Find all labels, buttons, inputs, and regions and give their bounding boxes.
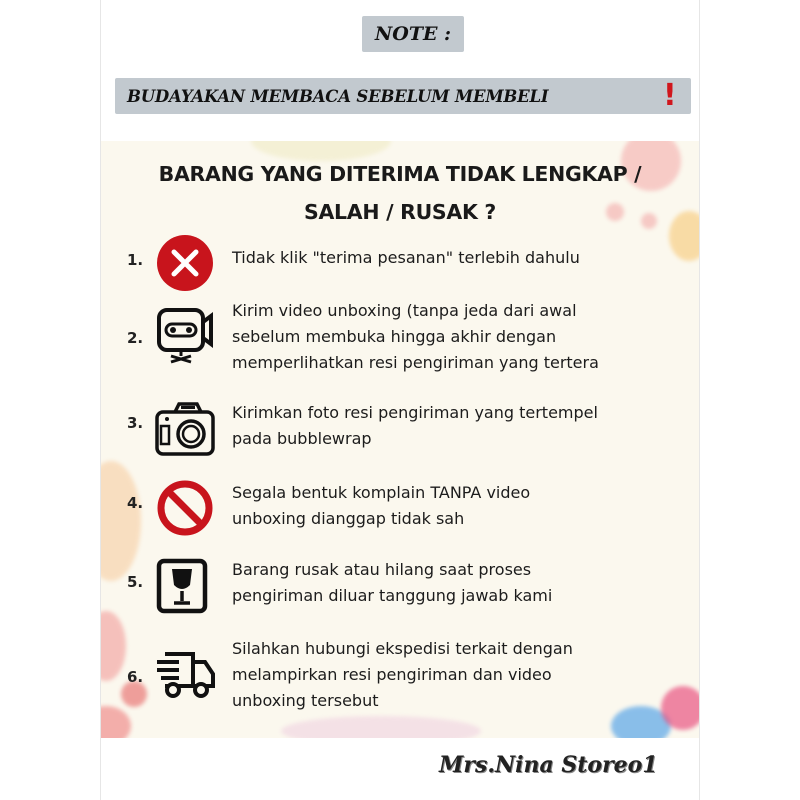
note-label-text: NOTE :: [374, 23, 452, 45]
video-camera-icon: [153, 304, 217, 368]
prohibited-icon: [153, 476, 217, 540]
item-text-line: pengiriman diluar tanggung jawab kami: [232, 586, 553, 605]
fragile-glass-icon: [153, 555, 217, 619]
store-signature: Mrs.Nina Storeo1: [439, 752, 658, 778]
flower-decoration-icon: [101, 611, 126, 681]
card-title: [101, 155, 699, 231]
item-number: 1.: [127, 251, 144, 269]
item-text-line: memperlihatkan resi pengiriman yang tertera: [232, 353, 599, 372]
item-number: 3.: [127, 414, 144, 432]
item-text-line: Tidak klik "terima pesanan" terlebih dahulu: [232, 248, 580, 267]
item-text-line: Silahkan hubungi ekspedisi terkait dengan: [232, 639, 573, 658]
flower-decoration-icon: [281, 716, 481, 738]
item-number: 2.: [127, 329, 144, 347]
camera-icon: [153, 396, 217, 460]
card-title-line-2: SALAH / RUSAK ?: [304, 200, 496, 224]
item-text-line: Kirim video unboxing (tanpa jeda dari awal: [232, 301, 577, 320]
exclamation-icon: !: [663, 78, 677, 113]
notice-page: [100, 0, 700, 800]
item-text-line: melampirkan resi pengiriman dan video: [232, 665, 552, 684]
item-text-line: Kirimkan foto resi pengiriman yang tertempel: [232, 403, 598, 422]
item-text-line: Segala bentuk komplain TANPA video: [232, 483, 531, 502]
warning-banner: [115, 78, 691, 114]
item-number: 4.: [127, 494, 144, 512]
flower-decoration-icon: [101, 461, 144, 581]
item-text-line: Barang rusak atau hilang saat proses: [232, 560, 532, 579]
item-text-line: unboxing dianggap tidak sah: [232, 509, 465, 528]
card-title-line-1: BARANG YANG DITERIMA TIDAK LENGKAP /: [158, 162, 642, 186]
item-text-line: unboxing tersebut: [232, 691, 379, 710]
banner-text: BUDAYAKAN MEMBACA SEBELUM MEMBELI: [127, 86, 549, 106]
item-number: 6.: [127, 668, 144, 686]
delivery-truck-icon: [153, 644, 217, 708]
item-number: 5.: [127, 573, 144, 591]
item-text-line: pada bubblewrap: [232, 429, 372, 448]
x-circle-icon: [153, 231, 217, 295]
note-label: [362, 16, 464, 52]
flower-decoration-icon: [101, 706, 131, 738]
info-card: [101, 141, 699, 738]
flower-decoration-icon: [661, 686, 699, 730]
item-text-line: sebelum membuka hingga akhir dengan: [232, 327, 557, 346]
